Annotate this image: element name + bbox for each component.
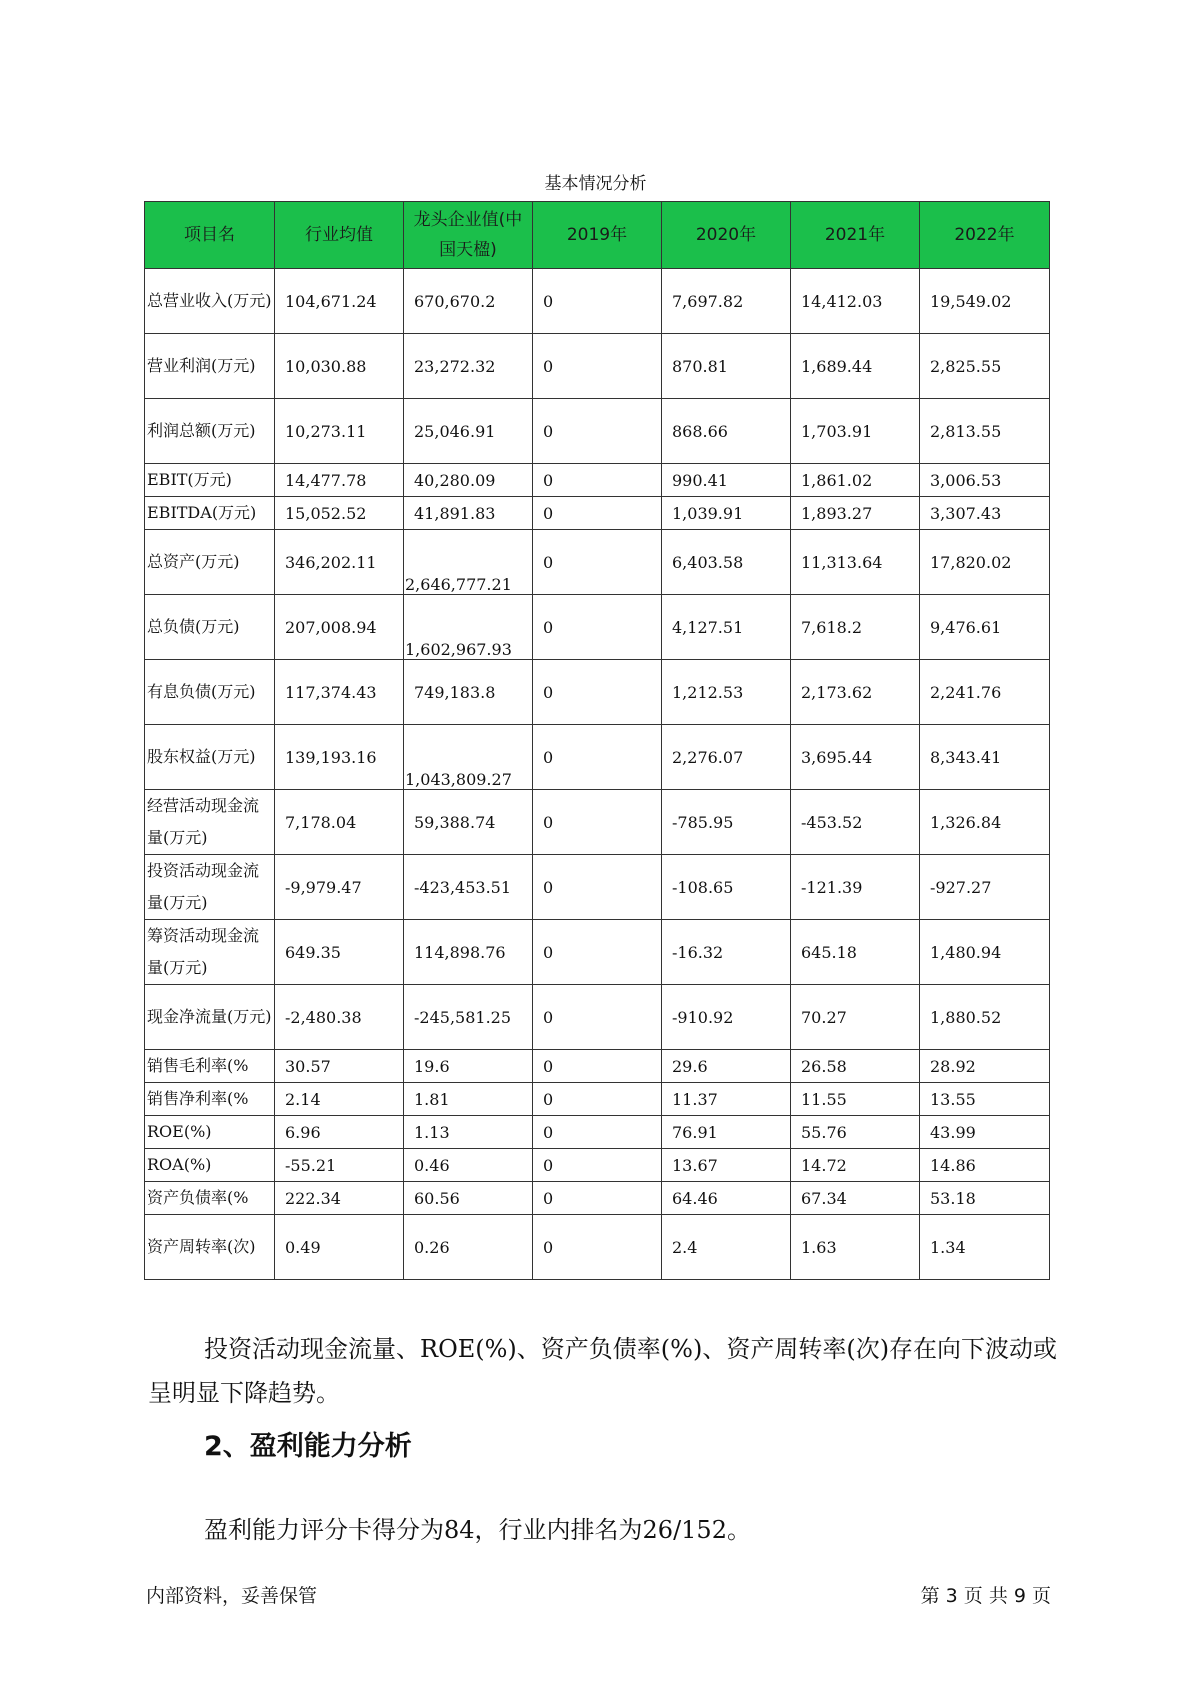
table-header-row xyxy=(145,202,1050,269)
table-cell: 1,602,967.93 xyxy=(404,595,533,660)
table-cell: 1,880.52 xyxy=(920,985,1050,1050)
table-cell: -423,453.51 xyxy=(404,855,533,920)
table-cell: 43.99 xyxy=(920,1116,1050,1149)
table-cell: 1,480.94 xyxy=(920,920,1050,985)
footer-confidential: 内部资料，妥善保管 xyxy=(146,1585,318,1607)
table-cell: 990.41 xyxy=(662,464,791,497)
table-cell: 14.72 xyxy=(791,1149,920,1182)
table-row xyxy=(145,1116,1050,1149)
row-label: 销售净利率(% xyxy=(145,1083,275,1116)
header-industry-avg: 行业均值 xyxy=(275,202,404,269)
header-leader-value: 龙头企业值(中国天楹) xyxy=(404,202,533,269)
footer-page-number: 第 3 页 共 9 页 xyxy=(920,1585,1051,1607)
table-cell: 28.92 xyxy=(920,1050,1050,1083)
row-label: 利润总额(万元) xyxy=(145,399,275,464)
row-label: ROE(%) xyxy=(145,1116,275,1149)
table-cell: 55.76 xyxy=(791,1116,920,1149)
table-cell: 10,273.11 xyxy=(275,399,404,464)
table-cell: 6.96 xyxy=(275,1116,404,1149)
table-cell: 117,374.43 xyxy=(275,660,404,725)
table-cell: 1.81 xyxy=(404,1083,533,1116)
table-cell: 60.56 xyxy=(404,1182,533,1215)
table-cell: 0 xyxy=(533,334,662,399)
row-label: 有息负债(万元) xyxy=(145,660,275,725)
row-label: 经营活动现金流量(万元) xyxy=(145,790,275,855)
table-cell: -910.92 xyxy=(662,985,791,1050)
row-label: 现金净流量(万元) xyxy=(145,985,275,1050)
table-cell: 2,813.55 xyxy=(920,399,1050,464)
table-cell: 0 xyxy=(533,1083,662,1116)
table-cell: 0.26 xyxy=(404,1215,533,1280)
table-cell: 8,343.41 xyxy=(920,725,1050,790)
table-cell: 0 xyxy=(533,855,662,920)
table-cell: 0 xyxy=(533,1182,662,1215)
table-cell: 0 xyxy=(533,1215,662,1280)
table-cell: 2.4 xyxy=(662,1215,791,1280)
row-label: EBITDA(万元) xyxy=(145,497,275,530)
table-cell: 15,052.52 xyxy=(275,497,404,530)
table-cell: 2,276.07 xyxy=(662,725,791,790)
row-label: 总营业收入(万元) xyxy=(145,269,275,334)
table-cell: 40,280.09 xyxy=(404,464,533,497)
header-2020: 2020年 xyxy=(662,202,791,269)
table-cell: 1,326.84 xyxy=(920,790,1050,855)
table-cell: 0 xyxy=(533,497,662,530)
table-cell: 0 xyxy=(533,660,662,725)
table-row xyxy=(145,595,1050,660)
table-cell: 11.55 xyxy=(791,1083,920,1116)
table-row xyxy=(145,497,1050,530)
table-cell: 649.35 xyxy=(275,920,404,985)
table-cell: 1.13 xyxy=(404,1116,533,1149)
table-cell: 7,697.82 xyxy=(662,269,791,334)
table-cell: 0 xyxy=(533,920,662,985)
table-cell: 0.49 xyxy=(275,1215,404,1280)
row-label: 销售毛利率(% xyxy=(145,1050,275,1083)
table-cell: 0 xyxy=(533,269,662,334)
table-cell: 0 xyxy=(533,1149,662,1182)
table-cell: 2,646,777.21 xyxy=(404,530,533,595)
table-cell: 346,202.11 xyxy=(275,530,404,595)
row-label: ROA(%) xyxy=(145,1149,275,1182)
table-cell: 1,212.53 xyxy=(662,660,791,725)
table-cell: 23,272.32 xyxy=(404,334,533,399)
table-row xyxy=(145,1182,1050,1215)
table-cell: 1.63 xyxy=(791,1215,920,1280)
table-row xyxy=(145,334,1050,399)
table-cell: 0 xyxy=(533,790,662,855)
table-row xyxy=(145,920,1050,985)
table-cell: 1,861.02 xyxy=(791,464,920,497)
table-row xyxy=(145,725,1050,790)
table-cell: 2,173.62 xyxy=(791,660,920,725)
table-cell: 19.6 xyxy=(404,1050,533,1083)
table-cell: 1,689.44 xyxy=(791,334,920,399)
row-label: 总负债(万元) xyxy=(145,595,275,660)
table-cell: 53.18 xyxy=(920,1182,1050,1215)
table-cell: 0 xyxy=(533,530,662,595)
table-cell: 0 xyxy=(533,725,662,790)
table-cell: -16.32 xyxy=(662,920,791,985)
table-cell: 70.27 xyxy=(791,985,920,1050)
table-cell: 645.18 xyxy=(791,920,920,985)
table-cell: 11.37 xyxy=(662,1083,791,1116)
row-label: 营业利润(万元) xyxy=(145,334,275,399)
table-cell: 25,046.91 xyxy=(404,399,533,464)
header-item-name: 项目名 xyxy=(145,202,275,269)
table-cell: 26.58 xyxy=(791,1050,920,1083)
table-cell: 3,695.44 xyxy=(791,725,920,790)
table-cell: -108.65 xyxy=(662,855,791,920)
table-cell: 2.14 xyxy=(275,1083,404,1116)
table-cell: 19,549.02 xyxy=(920,269,1050,334)
table-cell: 0 xyxy=(533,1050,662,1083)
row-label: 总资产(万元) xyxy=(145,530,275,595)
table-row xyxy=(145,855,1050,920)
table-row xyxy=(145,790,1050,855)
table-cell: 7,618.2 xyxy=(791,595,920,660)
row-label: 资产负债率(% xyxy=(145,1182,275,1215)
financial-table xyxy=(144,201,1050,1280)
table-cell: 13.67 xyxy=(662,1149,791,1182)
header-2022: 2022年 xyxy=(920,202,1050,269)
table-cell: 1,039.91 xyxy=(662,497,791,530)
table-cell: 67.34 xyxy=(791,1182,920,1215)
header-2019: 2019年 xyxy=(533,202,662,269)
table-cell: 7,178.04 xyxy=(275,790,404,855)
table-cell: -55.21 xyxy=(275,1149,404,1182)
table-cell: -2,480.38 xyxy=(275,985,404,1050)
table-cell: 17,820.02 xyxy=(920,530,1050,595)
header-2021: 2021年 xyxy=(791,202,920,269)
table-cell: 3,006.53 xyxy=(920,464,1050,497)
table-cell: 749,183.8 xyxy=(404,660,533,725)
table-cell: -453.52 xyxy=(791,790,920,855)
row-label: 资产周转率(次) xyxy=(145,1215,275,1280)
table-row xyxy=(145,985,1050,1050)
table-cell: 1,703.91 xyxy=(791,399,920,464)
table-cell: 14,412.03 xyxy=(791,269,920,334)
table-cell: 2,825.55 xyxy=(920,334,1050,399)
table-cell: 139,193.16 xyxy=(275,725,404,790)
section-heading: 2、盈利能力分析 xyxy=(204,1431,412,1462)
table-cell: -927.27 xyxy=(920,855,1050,920)
table-row xyxy=(145,1149,1050,1182)
table-cell: 64.46 xyxy=(662,1182,791,1215)
table-row xyxy=(145,269,1050,334)
table-cell: -785.95 xyxy=(662,790,791,855)
table-cell: 10,030.88 xyxy=(275,334,404,399)
table-cell: 13.55 xyxy=(920,1083,1050,1116)
table-row xyxy=(145,399,1050,464)
table-cell: 0 xyxy=(533,985,662,1050)
table-cell: 9,476.61 xyxy=(920,595,1050,660)
table-cell: 0 xyxy=(533,464,662,497)
table-row xyxy=(145,1215,1050,1280)
table-row xyxy=(145,660,1050,725)
table-cell: -245,581.25 xyxy=(404,985,533,1050)
table-row xyxy=(145,530,1050,595)
table-cell: -121.39 xyxy=(791,855,920,920)
table-cell: 0 xyxy=(533,399,662,464)
table-cell: 868.66 xyxy=(662,399,791,464)
table-cell: 14,477.78 xyxy=(275,464,404,497)
table-cell: 0.46 xyxy=(404,1149,533,1182)
table-cell: 222.34 xyxy=(275,1182,404,1215)
row-label: 投资活动现金流量(万元) xyxy=(145,855,275,920)
table-cell: 6,403.58 xyxy=(662,530,791,595)
table-cell: 0 xyxy=(533,595,662,660)
table-cell: 1,043,809.27 xyxy=(404,725,533,790)
table-cell: 870.81 xyxy=(662,334,791,399)
table-caption: 基本情况分析 xyxy=(544,174,647,194)
table-cell: 1.34 xyxy=(920,1215,1050,1280)
table-cell: 4,127.51 xyxy=(662,595,791,660)
table-cell: 11,313.64 xyxy=(791,530,920,595)
table-cell: -9,979.47 xyxy=(275,855,404,920)
table-cell: 114,898.76 xyxy=(404,920,533,985)
table-cell: 30.57 xyxy=(275,1050,404,1083)
table-cell: 59,388.74 xyxy=(404,790,533,855)
row-label: EBIT(万元) xyxy=(145,464,275,497)
table-cell: 3,307.43 xyxy=(920,497,1050,530)
row-label: 股东权益(万元) xyxy=(145,725,275,790)
table-row xyxy=(145,1050,1050,1083)
table-cell: 14.86 xyxy=(920,1149,1050,1182)
table-row xyxy=(145,1083,1050,1116)
row-label: 筹资活动现金流量(万元) xyxy=(145,920,275,985)
analysis-paragraph: 投资活动现金流量、ROE(%)、资产负债率(%)、资产周转率(次)存在向下波动或呈明显下降趋势。 xyxy=(148,1335,1058,1407)
table-cell: 207,008.94 xyxy=(275,595,404,660)
table-cell: 0 xyxy=(533,1116,662,1149)
table-cell: 41,891.83 xyxy=(404,497,533,530)
table-cell: 76.91 xyxy=(662,1116,791,1149)
table-row xyxy=(145,464,1050,497)
score-paragraph: 盈利能力评分卡得分为84，行业内排名为26/152。 xyxy=(204,1516,751,1544)
table-cell: 1,893.27 xyxy=(791,497,920,530)
table-cell: 29.6 xyxy=(662,1050,791,1083)
table-cell: 670,670.2 xyxy=(404,269,533,334)
table-cell: 2,241.76 xyxy=(920,660,1050,725)
table-cell: 104,671.24 xyxy=(275,269,404,334)
